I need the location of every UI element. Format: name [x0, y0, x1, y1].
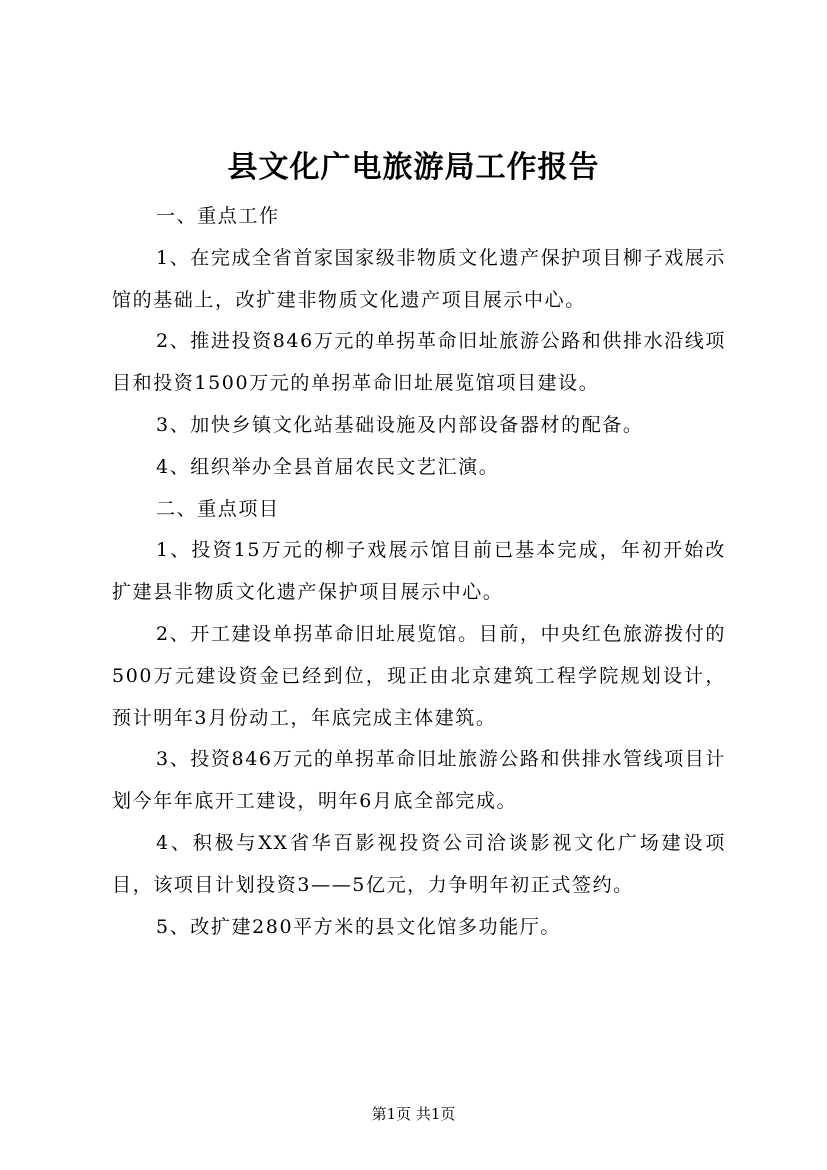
key-project-item-4: 4、积极与XX省华百影视投资公司洽谈影视文化广场建设项目，该项目计划投资3——5亿元，力争明年初正式签约。: [112, 831, 726, 896]
key-project-item-5: 5、改扩建280平方米的县文化馆多功能厅。: [156, 915, 561, 938]
section-heading-key-work: 一、重点工作: [156, 205, 280, 227]
section-heading-key-projects: 二、重点项目: [156, 497, 280, 520]
key-work-item-2: 2、推进投资846万元的单拐革命旧址旅游公路和供排水沿线项目和投资1500万元的单拐革命旧址展览馆项目建设。: [112, 330, 726, 395]
page-footer: 第1页 共1页: [371, 1105, 456, 1123]
key-project-item-3: 3、投资846万元的单拐革命旧址旅游公路和供排水管线项目计划今年年底开工建设，明年6月底全部完成。: [112, 748, 726, 813]
key-work-item-3: 3、加快乡镇文化站基础设施及内部设备器材的配备。: [156, 413, 644, 436]
document-title: 县文化广电旅游局工作报告: [227, 150, 600, 185]
key-work-item-1: 1、在完成全省首家国家级非物质文化遗产保护项目柳子戏展示馆的基础上，改扩建非物质文化遗产项目展示中心。: [112, 246, 726, 311]
key-project-item-1: 1、投资15万元的柳子戏展示馆目前已基本完成，年初开始改扩建县非物质文化遗产保护项目展示中心。: [112, 539, 726, 604]
key-work-item-4: 4、组织举办全县首届农民文艺汇演。: [156, 455, 500, 478]
key-project-item-2: 2、开工建设单拐革命旧址展览馆。目前，中央红色旅游拨付的500万元建设资金已经到位，现正由北京建筑工程学院规划设计，预计明年3月份动工，年底完成主体建筑。: [112, 622, 726, 729]
document-body: [112, 196, 726, 948]
